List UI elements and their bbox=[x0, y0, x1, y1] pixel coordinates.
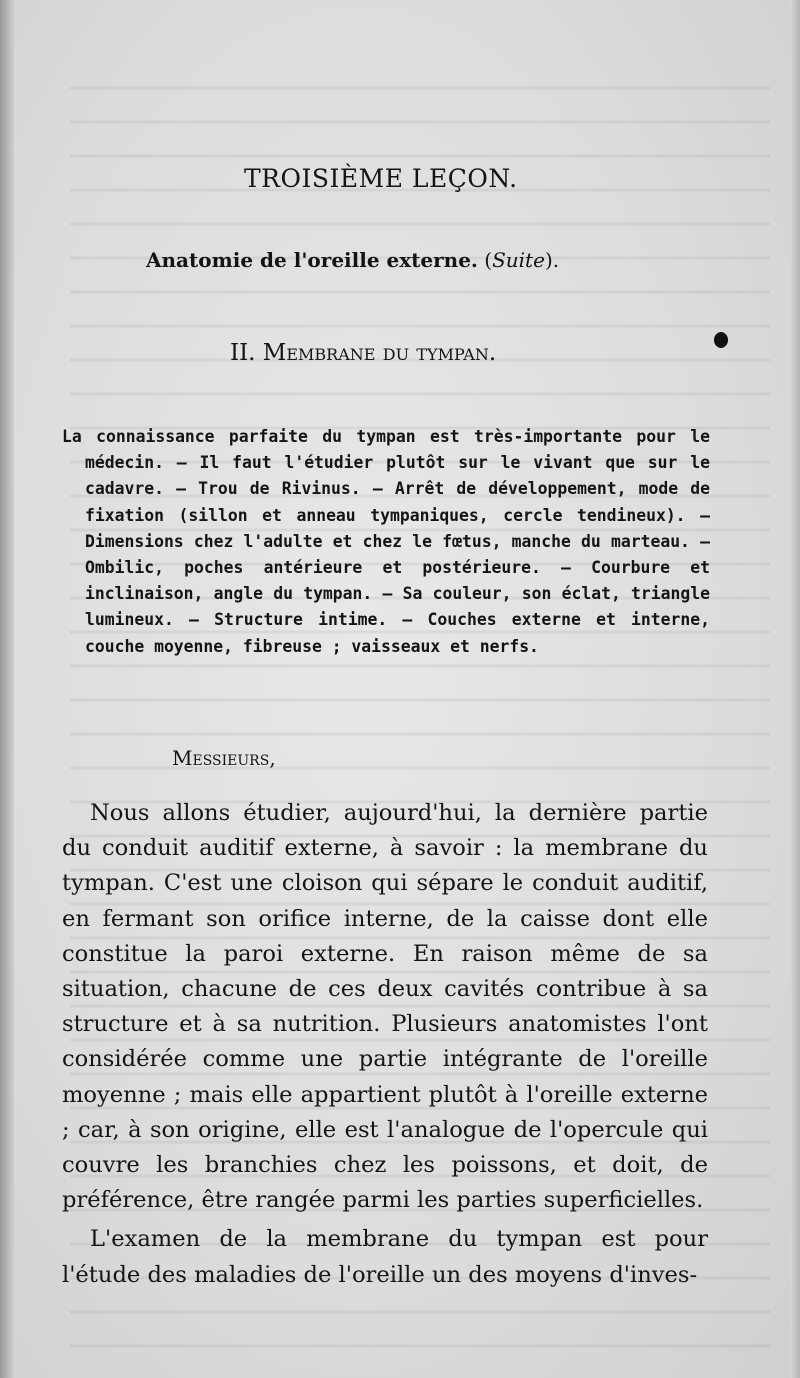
page-edge-right bbox=[790, 0, 800, 1378]
subtitle-main: Anatomie de l'oreille externe. bbox=[146, 248, 478, 272]
paragraph: Nous allons étudier, aujourd'hui, la dernière partie du conduit auditif externe, à savoir : la membrane du tympan. C'est une cloison qui sépare le conduit auditif, en fermant son orifice interne, de la caisse dont elle constitue la paroi externe. En raison même de sa situation, chacune de ces deux cavités contribue à sa structure et à sa nutrition. Plusieurs anatomistes l'ont considérée comme une partie intégrante de l'oreille moyenne ; mais elle appartient plutôt à l'oreille externe ; car, à son origine, elle est l'analogue de l'opercule qui couvre les branchies chez les poissons, et doit, de préférence, être rangée parmi les parties superficielles. bbox=[62, 800, 708, 1214]
page-edge-left bbox=[0, 0, 14, 1378]
section-heading: II. Membrane du tympan. bbox=[230, 340, 497, 366]
body-text bbox=[62, 796, 708, 1293]
chapter-subtitle bbox=[146, 248, 559, 272]
lesson-summary: La connaissance parfaite du tympan est très-importante pour le médecin. — Il faut l'étudier plutôt sur le vivant que sur le cadavre. — Trou de Rivinus. — Arrêt de développement, mode de fixation (sillon et anneau tympaniques, cercle tendineux). — Dimensions chez l'adulte et chez le fœtus, manche du marteau. — Ombilic, poches antérieure et postérieure. — Courbure et inclinaison, angle du tympan. — Sa couleur, son éclat, triangle lumineux. — Structure intime. — Couches externe et interne, couche moyenne, fibreuse ; vaisseaux et nerfs. bbox=[62, 427, 710, 656]
ink-spot bbox=[714, 332, 728, 348]
salutation: Messieurs, bbox=[172, 746, 276, 770]
paragraph: L'examen de la membrane du tympan est pour l'étude des maladies de l'oreille un des moyens d'inves- bbox=[62, 1226, 708, 1288]
subtitle-suite: (Suite). bbox=[484, 248, 560, 272]
chapter-title: TROISIÈME LEÇON. bbox=[244, 164, 518, 193]
